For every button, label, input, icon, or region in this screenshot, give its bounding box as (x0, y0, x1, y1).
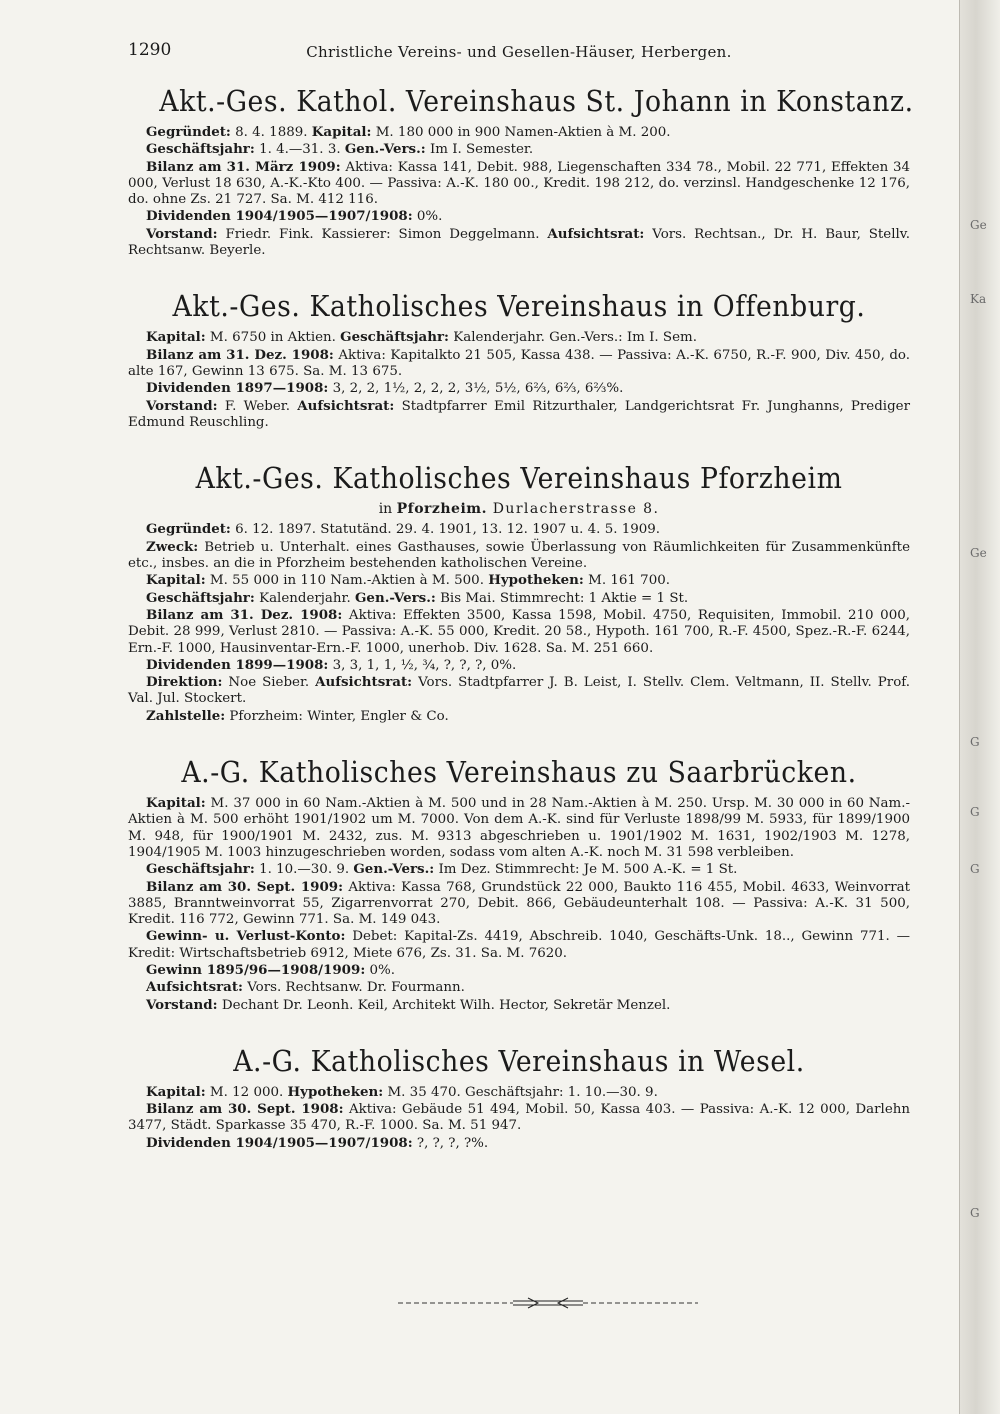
field-label: Gen.-Vers.: (353, 861, 435, 878)
field-text: M. 12 000. (205, 1084, 288, 1100)
field-label: Dividenden 1904/1905—1907/1908: (146, 1134, 413, 1151)
field-label: Vorstand: (146, 225, 218, 242)
field-text: 0%. (365, 962, 396, 978)
entry-paragraph (128, 997, 910, 1014)
field-text: Bis Mai. Stimmrecht: 1 Aktie = 1 St. (435, 590, 689, 606)
field-label: Hypotheken: (287, 1083, 384, 1100)
field-text: Dechant Dr. Leonh. Keil, Architekt Wilh. Hector, Sekretär Menzel. (217, 997, 671, 1013)
field-text: Friedr. Fink. Kassierer: Simon Deggelmann. (217, 226, 548, 242)
entry-paragraph (128, 347, 910, 381)
company-entry (128, 1044, 910, 1152)
field-text: 1. 10.—30. 9. (254, 862, 354, 878)
gutter-fragment: Ka (970, 292, 987, 306)
running-header (128, 42, 910, 64)
field-label: Geschäftsjahr: (146, 861, 255, 878)
field-label: Hypotheken: (488, 572, 584, 589)
entry-title: Akt.-Ges. Kathol. Vereinshaus St. Johann in Konstanz. (159, 84, 914, 118)
field-label: Gen.-Vers.: (344, 141, 426, 158)
entry-paragraph (128, 539, 910, 573)
field-label: Direktion: (146, 674, 223, 691)
field-label: Gen.-Vers.: (355, 589, 436, 606)
gutter-fragment: G (970, 735, 980, 749)
gutter-fragments (970, 0, 1000, 1414)
field-text: Betrieb u. Unterhalt. eines Gasthauses, sowie Überlassung von Räumlichkeiten für Zusammenkünfte etc., insbes. an die in Pforzheim bestehenden katholischen Vereine. (128, 539, 910, 572)
entry-paragraph (128, 124, 910, 141)
field-text: F. Weber. (217, 398, 298, 414)
subtitle-city: Pforzheim. (396, 501, 487, 518)
field-label: Kapital: (311, 124, 372, 140)
entry-title: A.-G. Katholisches Vereinshaus in Wesel. (233, 1043, 805, 1078)
entry-paragraph (128, 607, 910, 657)
entry-paragraph (128, 1101, 910, 1135)
gutter-fragment: Ge (970, 218, 987, 232)
entry-title: A.-G. Katholisches Vereinshaus zu Saarbrücken. (181, 755, 857, 790)
entry-paragraph (128, 657, 910, 674)
field-text: M. 35 470. Geschäftsjahr: 1. 10.—30. 9. (383, 1084, 658, 1100)
field-label: Kapital: (146, 795, 206, 812)
field-label: Gegründet: (146, 521, 231, 538)
field-text: Im Dez. Stimmrecht: Je M. 500 A.-K. = 1 St. (434, 862, 738, 878)
field-text: Debet: Kapital-Zs. 4419, Abschreib. 1040, Geschäfts-Unk. 18.., Gewinn 771. — Kredit: Wirtschaftsbetrieb 6912, Miete 676, Zs. 31. Sa. M. 7620. (128, 929, 910, 961)
field-label: Vorstand: (146, 397, 218, 414)
field-text: 3, 2, 2, 1½, 2, 2, 2, 3½, 5½, 6⅔, 6⅔, 6⅔%. (328, 381, 624, 397)
field-label: Kapital: (146, 329, 206, 346)
company-entry (128, 755, 910, 1014)
field-label: Geschäftsjahr: (146, 141, 255, 158)
field-text: M. 180 000 in 900 Namen-Aktien à M. 200. (371, 125, 671, 140)
field-text: Aktiva: Gebäude 51 494, Mobil. 50, Kassa 403. — Passiva: A.-K. 12 000, Darlehn 3477, Städt. Sparkasse 35 470, R.-F. 1000. Sa. M. 51 947. (128, 1102, 910, 1134)
field-label: Geschäftsjahr: (340, 329, 449, 346)
field-text: 3, 3, 1, 1, ½, ¾, ?, ?, ?, 0%. (328, 657, 517, 673)
field-text: Aktiva: Kassa 141, Debit. 988, Liegenschaften 334 78., Mobil. 22 771, Effekten 34 000, Verlust 18 630, A.-K.-Kto 400. — Passiva: A.-K. 180 00., Kredit. 198 212, do. verzinsl. Handgeschenke 12 176, do. ohne Zs. 21 727. Sa. M. 412 116. (128, 159, 910, 208)
field-text: Aktiva: Effekten 3500, Kassa 1598, Mobil. 4750, Requisiten, Immobil. 210 000, Debit. 28 999, Verlust 2810. — Passiva: A.-K. 55 000, Kredit. 20 58., Hypoth. 161 700, R.-F. 4500, Spez.-R.-F. 6244, Ern.-F. 1000, Hausinventar-Ern.-F. 1000, unerhob. Div. 1628. Sa. M. 251 660. (128, 607, 910, 656)
entry-paragraph (128, 795, 910, 861)
field-label: Kapital: (146, 1083, 206, 1100)
field-text: M. 37 000 in 60 Nam.-Aktien à M. 500 und in 28 Nam.-Aktien à M. 250. Ursp. M. 30 000 in 60 Nam.-Aktien à M. 500 erhöht 1901/1902 um M. 7000. Von dem A.-K. sind für Verluste 1898/99 M. 5933, für 1899/1900 M. 948, für 1900/1901 M. 2432, zus. M. 9313 abgeschrieben u. 1901/1902 M. 1631, 1902/1903 M. 1278, 1904/1905 M. 1003 hinzugeschrieben worden, sodass vom alten A.-K. noch M. 31 598 verbleiben. (128, 796, 910, 860)
entry-paragraph (128, 674, 910, 708)
entry-paragraph (128, 380, 910, 397)
field-label: Dividenden 1897—1908: (146, 380, 329, 397)
field-text: M. 6750 in Aktien. (205, 330, 341, 346)
field-text: 8. 4. 1889. (230, 125, 312, 140)
field-label: Bilanz am 31. Dez. 1908: (146, 606, 343, 623)
field-text: ?, ?, ?, ?%. (412, 1135, 489, 1151)
subtitle-address: Durlacherstrasse 8. (486, 501, 660, 518)
page-number: 1290 (128, 40, 172, 60)
entries-list (128, 84, 914, 1152)
company-entry (128, 289, 910, 431)
entry-paragraph (128, 1084, 910, 1101)
entry-paragraph (128, 521, 910, 538)
running-title: Christliche Vereins- und Gesellen-Häuser, Herbergen. (306, 43, 732, 61)
field-text: Aktiva: Kassa 768, Grundstück 22 000, Baukto 116 455, Mobil. 4633, Weinvorrat 3885, Branntweinvorrat 55, Zigarrenvorrat 270, Debit. 866, Gebäudeunterhalt 108. — Passiva: A.-K. 31 500, Kredit. 116 772, Gewinn 771. Sa. M. 149 043. (128, 879, 910, 928)
field-text: M. 161 700. (583, 573, 670, 589)
field-label: Bilanz am 31. Dez. 1908: (146, 346, 334, 363)
field-label: Geschäftsjahr: (146, 589, 255, 606)
field-label: Aufsichtsrat: (315, 674, 413, 691)
field-label: Zweck: (146, 538, 199, 555)
field-label: Gewinn- u. Verlust-Konto: (146, 928, 346, 945)
field-text: Kalenderjahr. (254, 590, 355, 606)
entry-subtitle (128, 501, 910, 517)
field-text: Im I. Semester. (425, 142, 534, 158)
field-label: Aufsichtsrat: (547, 225, 645, 242)
entry-paragraph (128, 329, 910, 346)
field-text: Kalenderjahr. Gen.-Vers.: Im I. Sem. (448, 330, 697, 346)
field-label: Kapital: (146, 572, 206, 589)
field-label: Aufsichtsrat: (146, 979, 243, 996)
field-label: Vorstand: (146, 996, 218, 1013)
entry-paragraph (128, 962, 910, 979)
field-text: 6. 12. 1897. Statutänd. 29. 4. 1901, 13. 12. 1907 u. 4. 5. 1909. (230, 522, 661, 538)
field-text: M. 55 000 in 110 Nam.-Aktien à M. 500. (205, 573, 489, 589)
entry-paragraph (128, 861, 910, 878)
field-text: Vors. Stadtpfarrer J. B. Leist, I. Stellv. Clem. Veltmann, II. Stellv. Prof. Val. Jul. Stockert. (128, 675, 910, 707)
field-text: Pforzheim: Winter, Engler & Co. (225, 708, 449, 724)
field-label: Zahlstelle: (146, 707, 226, 724)
company-entry (128, 84, 914, 259)
field-label: Bilanz am 30. Sept. 1909: (146, 878, 344, 895)
entry-paragraph (128, 226, 910, 260)
entry-paragraph (128, 141, 910, 158)
entry-paragraph (128, 979, 910, 996)
gutter-fragment: G (970, 805, 980, 819)
subtitle-prefix: in (378, 501, 397, 518)
field-text: Vors. Rechtsanw. Dr. Fourmann. (242, 980, 465, 996)
entry-title: Akt.-Ges. Katholisches Vereinshaus in Offenburg. (172, 289, 866, 324)
entry-paragraph (128, 708, 910, 725)
entry-paragraph (128, 1135, 910, 1152)
entry-paragraph (128, 590, 910, 607)
company-entry (128, 461, 910, 725)
entry-title: Akt.-Ges. Katholisches Vereinshaus Pforzheim (195, 461, 843, 496)
entry-paragraph (128, 208, 910, 225)
field-label: Aufsichtsrat: (297, 397, 395, 414)
field-label: Bilanz am 31. März 1909: (146, 158, 341, 175)
field-text: Vors. Rechtsan., Dr. H. Baur, Stellv. Rechtsanw. Beyerle. (128, 226, 910, 259)
field-label: Dividenden 1904/1905—1907/1908: (146, 208, 413, 225)
field-label: Gewinn 1895/96—1908/1909: (146, 961, 366, 978)
field-text: 0%. (412, 209, 443, 225)
entry-paragraph (128, 572, 910, 589)
entry-paragraph (128, 159, 910, 209)
gutter-fragment: G (970, 1206, 980, 1220)
field-label: Dividenden 1899—1908: (146, 656, 329, 673)
field-text: 1. 4.—31. 3. (254, 142, 345, 158)
section-end-ornament (398, 1296, 698, 1310)
field-text: Aktiva: Kapitalkto 21 505, Kassa 438. — Passiva: A.-K. 6750, R.-F. 900, Div. 450, do. alte 167, Gewinn 13 675. Sa. M. 13 675. (128, 347, 910, 379)
binding-gutter (959, 0, 1000, 1414)
entry-paragraph (128, 398, 910, 432)
entry-paragraph (128, 879, 910, 929)
entry-paragraph (128, 928, 910, 962)
field-text: Stadtpfarrer Emil Ritzurthaler, Landgerichtsrat Fr. Junghanns, Prediger Edmund Reuschling. (128, 398, 910, 430)
document-page (128, 40, 914, 1182)
gutter-fragment: Ge (970, 546, 987, 560)
field-text: Noe Sieber. (222, 675, 316, 691)
gutter-fragment: G (970, 862, 980, 876)
field-label: Bilanz am 30. Sept. 1908: (146, 1101, 344, 1118)
field-label: Gegründet: (146, 124, 231, 140)
